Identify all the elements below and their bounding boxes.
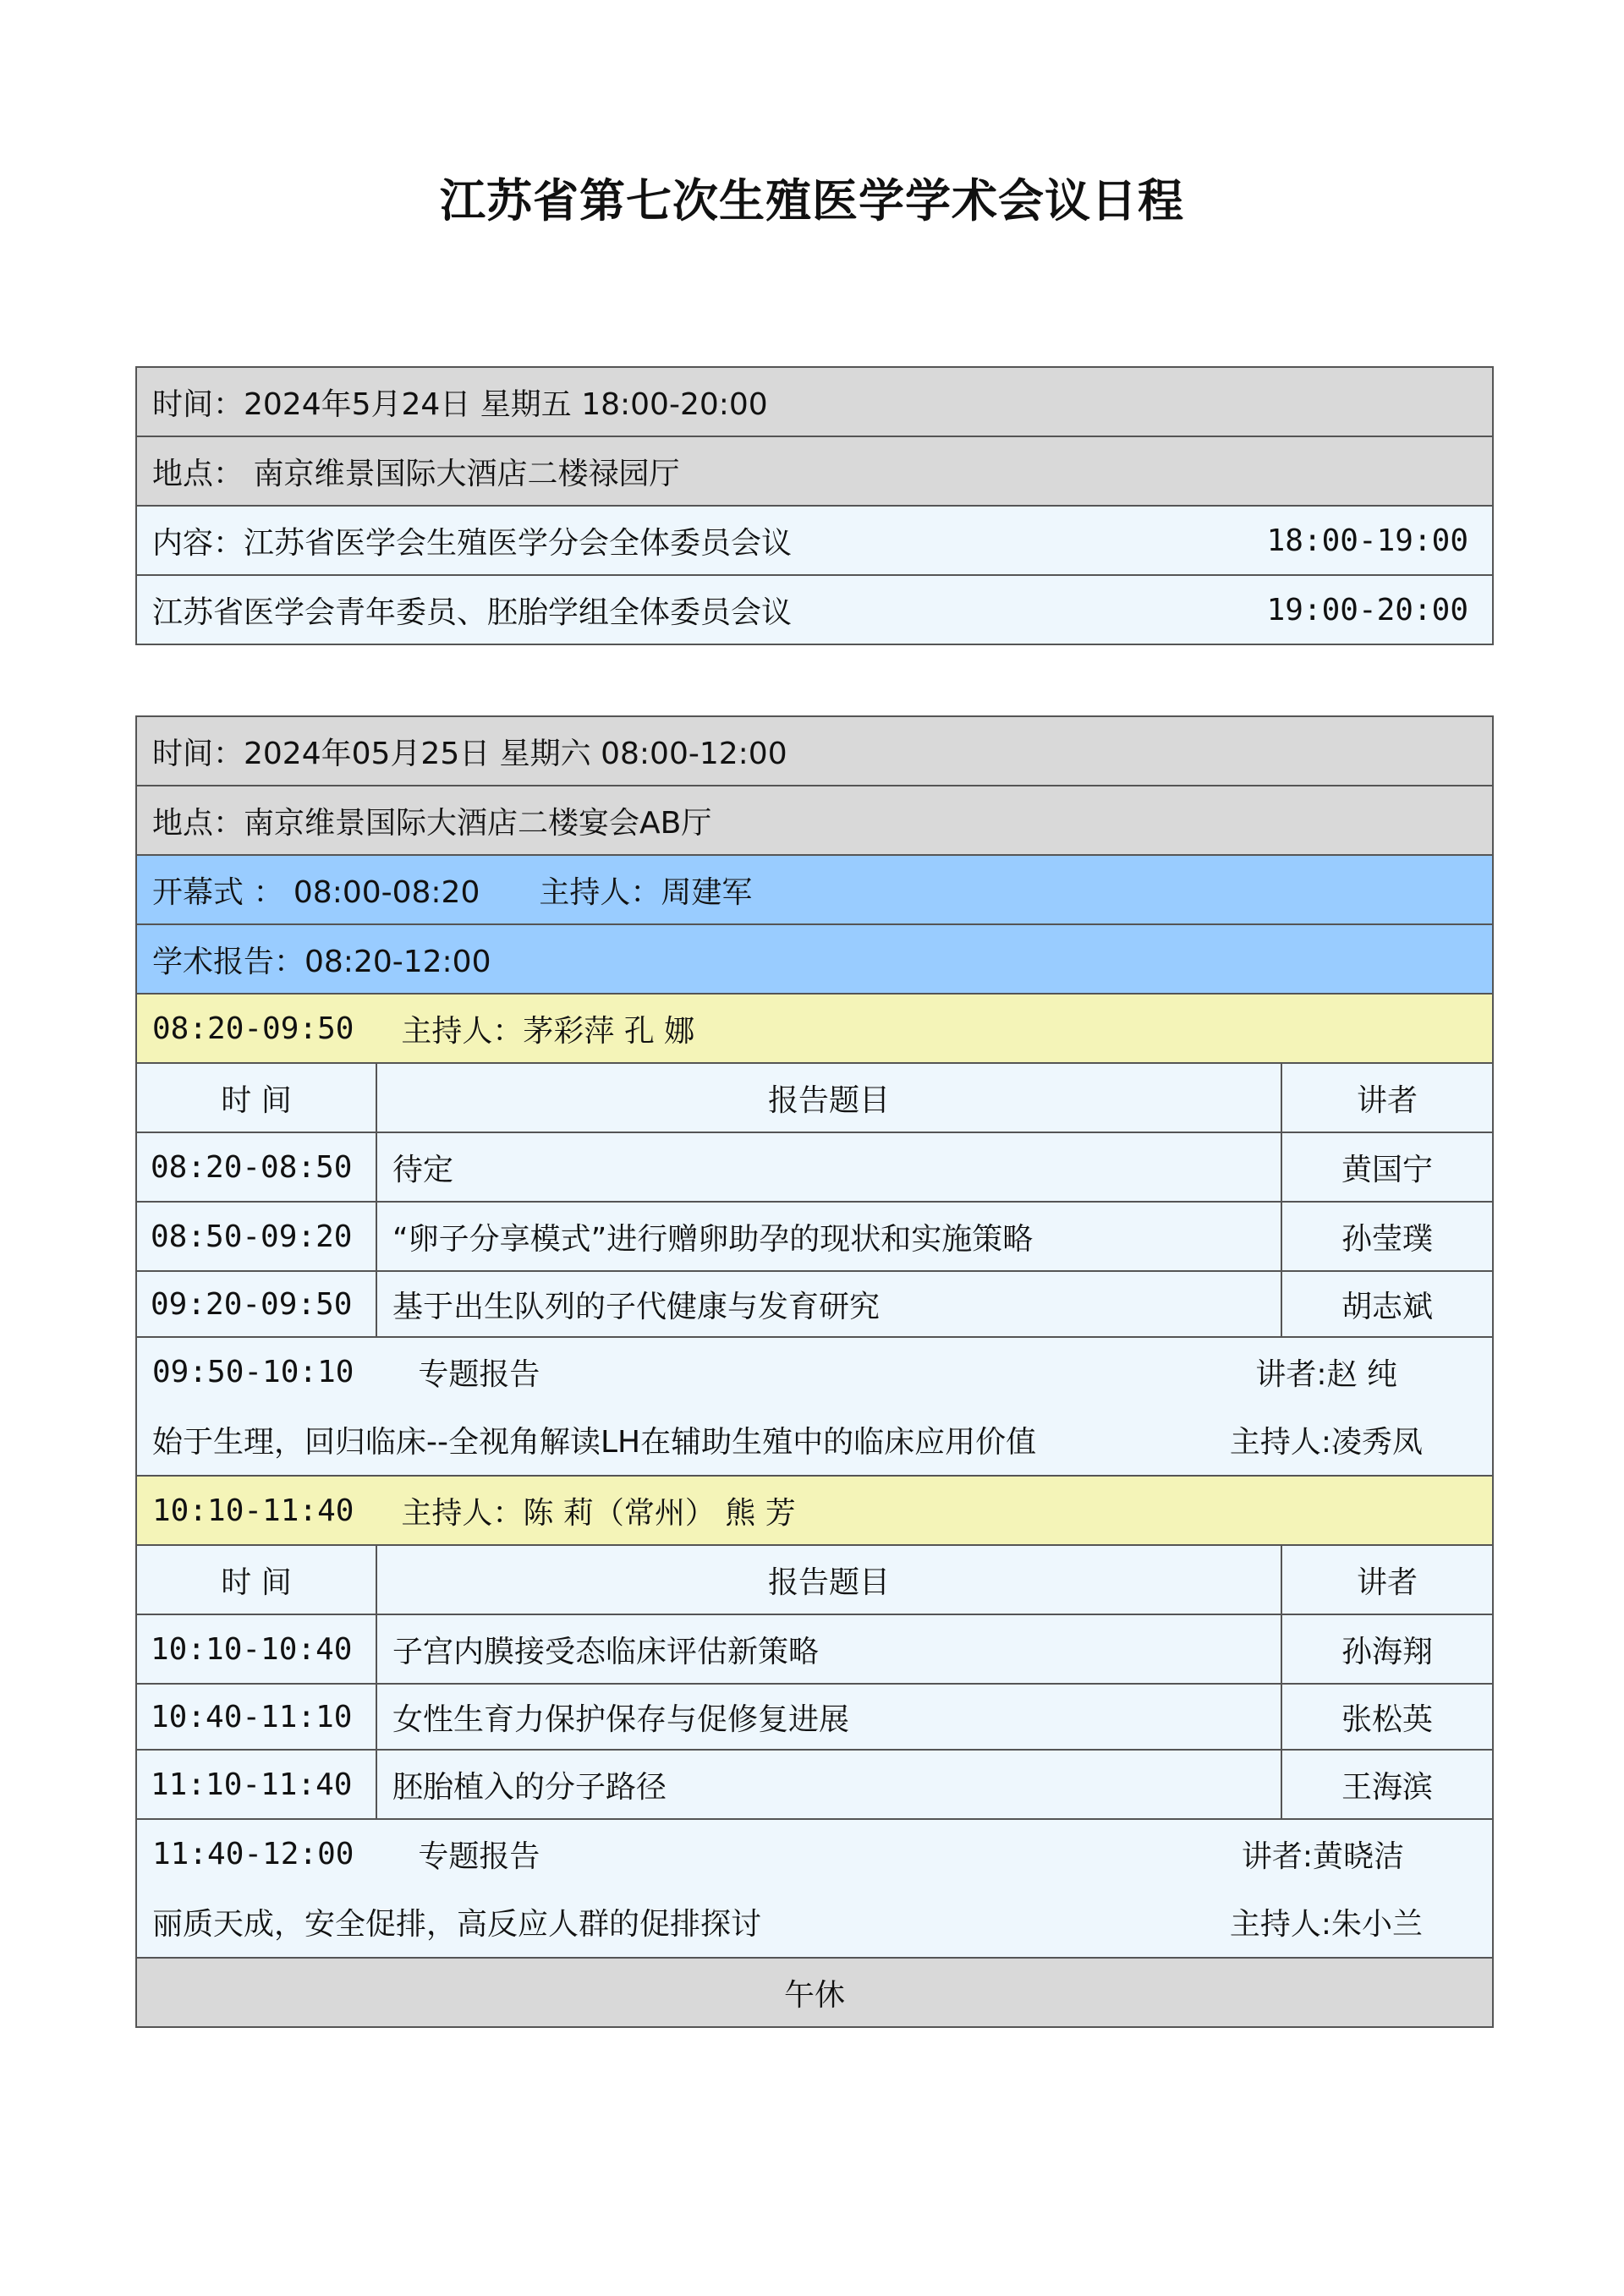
row-speaker: 胡志斌	[1341, 1289, 1433, 1324]
session1-host: 主持人：茅彩萍 孔 娜	[401, 1013, 695, 1049]
session1-table-header	[137, 1064, 1492, 1133]
lunch-break-label: 午休	[783, 1977, 845, 2013]
opening-host: 主持人：周建军	[539, 874, 753, 910]
special1-topic: 始于生理，回归临床--全视角解读LH在辅助生殖中的临床应用价值	[152, 1424, 1037, 1460]
opening-row	[137, 856, 1492, 925]
day2-schedule	[135, 715, 1494, 2028]
row-topic: 胚胎植入的分子路径	[377, 1751, 1282, 1818]
day1-item-row	[137, 507, 1492, 576]
day1-venue: 地点： 南京维景国际大酒店二楼禄园厅	[152, 456, 680, 491]
special2-host: 主持人:朱小兰	[1229, 1906, 1423, 1942]
row-speaker: 孙海翔	[1341, 1634, 1433, 1669]
lunch-break-row	[137, 1959, 1492, 2026]
special1-speaker: 讲者:赵 纯	[1255, 1356, 1397, 1392]
header-speaker: 讲者	[1356, 1564, 1418, 1600]
header-time: 时 间	[137, 1546, 377, 1614]
special1-time: 09:50-10:10	[152, 1354, 354, 1389]
row-time: 10:10-10:40	[137, 1615, 377, 1683]
day1-time: 时间：2024年5月24日 星期五 18:00-20:00	[152, 386, 768, 422]
table-row	[137, 1272, 1492, 1338]
session2-table-header	[137, 1546, 1492, 1615]
session2-time: 10:10-11:40	[152, 1493, 354, 1528]
day1-item-time: 19:00-20:00	[1266, 592, 1468, 627]
session2-host: 主持人：陈 莉（常州） 熊 芳	[401, 1495, 796, 1531]
special2-speaker: 讲者:黄晓洁	[1241, 1838, 1404, 1874]
row-time: 10:40-11:10	[137, 1685, 377, 1749]
special1-host: 主持人:凌秀凤	[1229, 1424, 1423, 1460]
row-time: 08:50-09:20	[137, 1203, 377, 1270]
opening-label: 开幕式 ： 08:00-08:20	[152, 874, 480, 910]
row-speaker: 王海滨	[1341, 1769, 1433, 1805]
academic-label: 学术报告：08:20-12:00	[152, 944, 491, 979]
header-topic: 报告题目	[377, 1546, 1282, 1614]
row-topic: “卵子分享模式”进行赠卵助孕的现状和实施策略	[377, 1203, 1282, 1270]
header-topic: 报告题目	[377, 1064, 1282, 1132]
day2-venue-row	[137, 786, 1492, 856]
table-row	[137, 1751, 1492, 1820]
day1-item-time: 18:00-19:00	[1266, 523, 1468, 558]
special2-topic: 丽质天成，安全促排，高反应人群的促排探讨	[152, 1906, 762, 1942]
day1-time-row	[137, 368, 1492, 437]
day1-item-text: 江苏省医学会青年委员、胚胎学组全体委员会议	[152, 595, 793, 630]
special-report-2	[137, 1820, 1492, 1959]
day2-time: 时间：2024年05月25日 星期六 08:00-12:00	[152, 736, 787, 771]
special2-label: 专题报告	[418, 1838, 540, 1874]
day2-venue: 地点：南京维景国际大酒店二楼宴会AB厅	[152, 805, 712, 841]
session2-row	[137, 1477, 1492, 1546]
day1-venue-row	[137, 437, 1492, 507]
special-report-1	[137, 1338, 1492, 1477]
row-time: 09:20-09:50	[137, 1272, 377, 1336]
row-time: 11:10-11:40	[137, 1751, 377, 1818]
row-speaker: 张松英	[1341, 1701, 1433, 1737]
row-speaker: 孙莹璞	[1341, 1221, 1433, 1257]
session1-time: 08:20-09:50	[152, 1011, 354, 1046]
header-speaker: 讲者	[1356, 1082, 1418, 1118]
special2-time: 11:40-12:00	[152, 1836, 354, 1871]
row-topic: 待定	[377, 1133, 1282, 1201]
day1-item-row	[137, 576, 1492, 644]
day1-schedule	[135, 366, 1494, 645]
academic-row	[137, 925, 1492, 995]
row-topic: 子宫内膜接受态临床评估新策略	[377, 1615, 1282, 1683]
table-row	[137, 1203, 1492, 1272]
special1-label: 专题报告	[418, 1356, 540, 1392]
day2-time-row	[137, 717, 1492, 786]
day1-item-text: 内容：江苏省医学会生殖医学分会全体委员会议	[152, 525, 793, 561]
table-row	[137, 1615, 1492, 1685]
row-topic: 基于出生队列的子代健康与发育研究	[377, 1272, 1282, 1336]
page-title: 江苏省第七次生殖医学学术会议日程	[440, 174, 1184, 227]
row-topic: 女性生育力保护保存与促修复进展	[377, 1685, 1282, 1749]
row-time: 08:20-08:50	[137, 1133, 377, 1201]
table-row	[137, 1685, 1492, 1751]
row-speaker: 黄国宁	[1341, 1152, 1433, 1187]
table-row	[137, 1133, 1492, 1203]
session1-row	[137, 995, 1492, 1064]
header-time: 时 间	[137, 1064, 377, 1132]
